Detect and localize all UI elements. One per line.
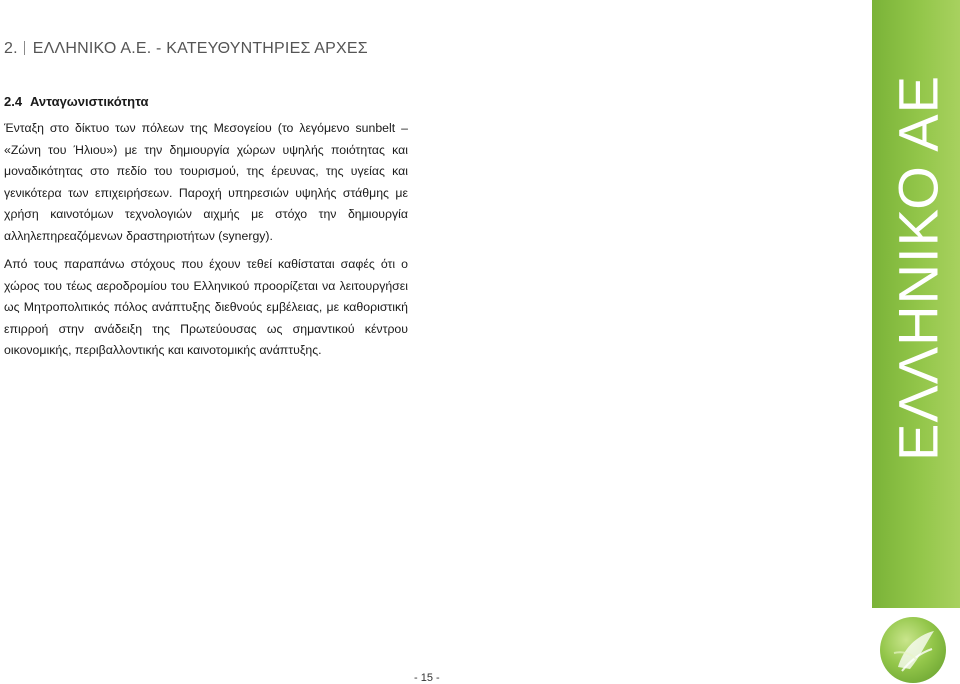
section-heading xyxy=(4,94,149,109)
paragraph-1: Ένταξη στο δίκτυο των πόλεων της Μεσογείου (το λεγόμενο sunbelt – «Ζώνη του Ήλιου») με την δημιουργία χώρων υψηλής ποιότητας και μοναδικότητας στο πεδίο του τουρισμού, της έρευνας, της υγείας και γενικότερα των επιχειρήσεων. Παροχή υπηρεσιών υψηλής στάθμης με χρήση καινοτόμων τεχνολογιών αιχμής με στόχο την δημιουργία αλληλεπηρεαζόμενων δραστηριοτήτων (synergy). xyxy=(4,121,408,243)
body-text xyxy=(4,118,408,369)
page-number: - 15 - xyxy=(414,672,440,684)
page-header xyxy=(4,40,368,58)
section-title: Ανταγωνιστικότητα xyxy=(30,94,149,109)
chapter-title: ΕΛΛΗΝΙΚΟ Α.Ε. - ΚΑΤΕΥΘΥΝΤΗΡΙΕΣ ΑΡΧΕΣ xyxy=(32,40,368,57)
header-divider xyxy=(24,41,25,55)
chapter-number: 2. xyxy=(4,40,18,57)
brand-sidebar xyxy=(872,0,960,608)
paragraph-2: Από τους παραπάνω στόχους που έχουν τεθεί καθίσταται σαφές ότι ο χώρος του τέως αεροδρομίου του Ελληνικού προορίζεται να λειτουργήσει ως Μητροπολιτικός πόλος ανάπτυξης διεθνούς εμβέλειας, με καθοριστική επιρροή στην ανάδειξη της Πρωτεύουσας ως σημαντικού κέντρου οικονομικής, περιβαλλοντικής και καινοτομικής ανάπτυξης. xyxy=(4,257,408,357)
section-number: 2.4 xyxy=(4,94,23,109)
hellinikon-leaf-logo-icon xyxy=(880,617,946,683)
sidebar-brand-text: ΕΛΛΗΝΙΚΟ ΑΕ xyxy=(886,75,950,461)
